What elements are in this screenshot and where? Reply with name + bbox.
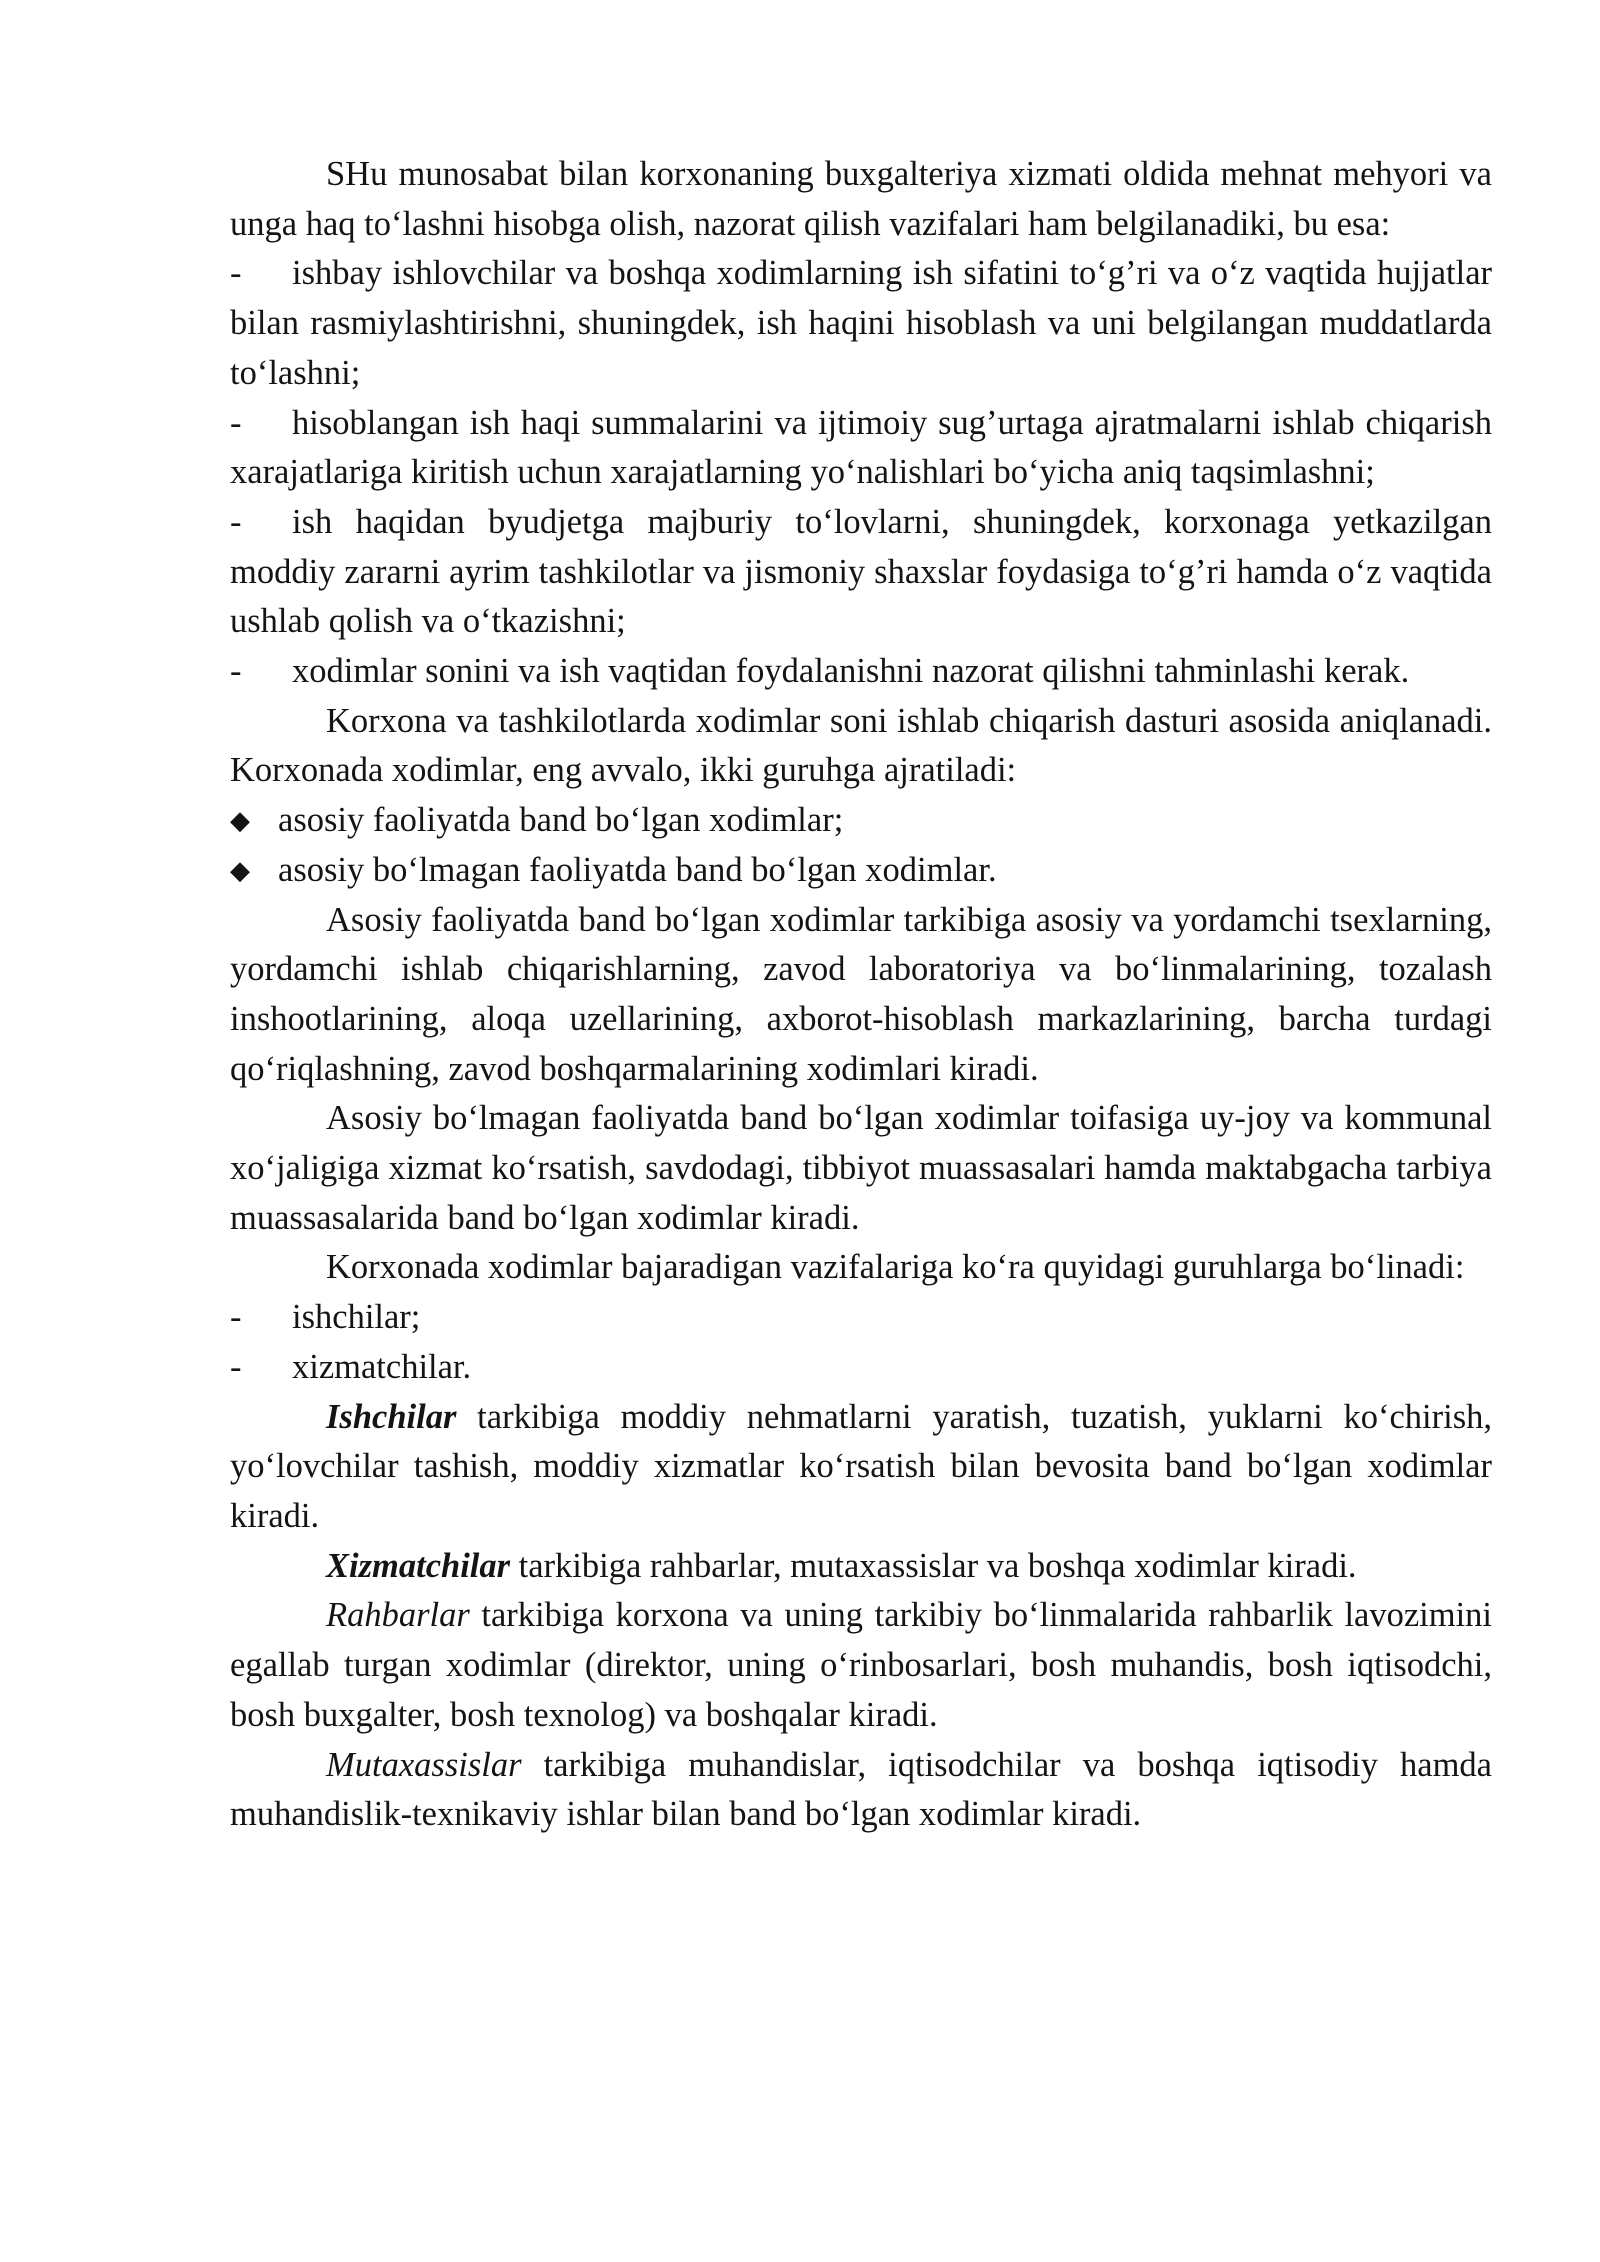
term-bold-italic: Ishchilar xyxy=(326,1397,457,1436)
paragraph-groups xyxy=(230,1243,1492,1293)
dash-marker: - xyxy=(230,403,242,442)
paragraph-specialists xyxy=(230,1741,1492,1840)
paragraph-employees xyxy=(230,1542,1492,1592)
dash-list-item xyxy=(230,1343,1492,1393)
paragraph-text: SHu munosabat bilan korxonaning buxgalteriya xizmati oldida mehnat mehyori va unga haq to‘lashni hisobga olish, nazorat qilish vazifalari ham belgilanadiki, bu esa: xyxy=(230,155,1492,243)
dash-marker: - xyxy=(230,1347,242,1386)
list-item-text: xodimlar sonini va ish vaqtidan foydalanishni nazorat qilishni tahminlashi kerak. xyxy=(292,652,1410,691)
list-item-text: xizmatchilar. xyxy=(292,1347,472,1386)
bullet-list-item xyxy=(230,796,1492,846)
diamond-bullet-icon: ◆ xyxy=(230,855,250,885)
paragraph-text: Asosiy bo‘lmagan faoliyatda band bo‘lgan xodimlar toifasiga uy-joy va kommunal xo‘jaligiga xizmat ko‘rsatish, savdodagi, tibbiyot muassasalari hamda maktabgacha tarbiya muassasalarida band bo‘lgan xodimlar kiradi. xyxy=(230,1099,1492,1237)
term-bold-italic: Xizmatchilar xyxy=(326,1546,511,1585)
dash-list-item xyxy=(230,498,1492,647)
list-item-text: ishchilar; xyxy=(292,1298,421,1337)
bullet-list-item xyxy=(230,846,1492,896)
dash-marker: - xyxy=(230,254,242,293)
paragraph-text: Korxona va tashkilotlarda xodimlar soni ishlab chiqarish dasturi asosida aniqlanadi. Korxonada xodimlar, eng avvalo, ikki guruhga ajratiladi: xyxy=(230,701,1492,790)
paragraph-text: tarkibiga muhandislar, iqtisodchilar va boshqa iqtisodiy hamda muhandislik-texnikaviy ishlar bilan band bo‘lgan xodimlar kiradi. xyxy=(230,1745,1492,1834)
list-item-text: ishbay ishlovchilar va boshqa xodimlarning ish sifatini to‘g’ri va o‘z vaqtida hujjatlar bilan rasmiylashtirishni, shuningdek, ish haqini hisoblash va uni belgilangan muddatlarda to‘lashni; xyxy=(230,254,1492,392)
term-italic: Mutaxassislar xyxy=(326,1745,522,1784)
dash-list-item xyxy=(230,647,1492,697)
list-item-text: hisoblangan ish haqi summalarini va ijtimoiy sug’urtaga ajratmalarni ishlab chiqarish xarajatlariga kiritish uchun xarajatlarning yo‘nalishlari bo‘yicha aniq taqsimlashni; xyxy=(230,403,1492,492)
paragraph-text: Asosiy faoliyatda band bo‘lgan xodimlar tarkibiga asosiy va yordamchi tsexlarning, yordamchi ishlab chiqarishlarning, zavod laboratoriya va bo‘linmalarining, tozalash inshootlarining, aloqa uzellarining, axborot-hisoblash markazlarining, barcha turdagi qo‘riqlashning, zavod boshqarmalarining xodimlari kiradi. xyxy=(230,900,1492,1088)
paragraph-workforce xyxy=(230,697,1492,796)
paragraph-managers xyxy=(230,1591,1492,1740)
diamond-bullet-icon: ◆ xyxy=(230,806,250,836)
paragraph-workers xyxy=(230,1393,1492,1542)
dash-marker: - xyxy=(230,1298,242,1337)
list-item-text: asosiy faoliyatda band bo‘lgan xodimlar; xyxy=(278,801,844,840)
dash-list-item xyxy=(230,399,1492,498)
paragraph-intro xyxy=(230,150,1492,249)
dash-list-item xyxy=(230,249,1492,398)
list-item-text: asosiy bo‘lmagan faoliyatda band bo‘lgan xodimlar. xyxy=(278,850,997,889)
paragraph-text: tarkibiga rahbarlar, mutaxassislar va boshqa xodimlar kiradi. xyxy=(510,1546,1357,1585)
term-italic: Rahbarlar xyxy=(326,1596,470,1635)
paragraph-core-staff xyxy=(230,896,1492,1095)
paragraph-text: tarkibiga moddiy nehmatlarni yaratish, tuzatish, yuklarni ko‘chirish, yo‘lovchilar tashish, moddiy xizmatlar ko‘rsatish bilan bevosita band bo‘lgan xodimlar kiradi. xyxy=(230,1397,1492,1535)
list-item-text: ish haqidan byudjetga majburiy to‘lovlarni, shuningdek, korxonaga yetkazilgan moddiy zararni ayrim tashkilotlar va jismoniy shaxslar foydasiga to‘g’ri hamda o‘z vaqtida ushlab qolish va o‘tkazishni; xyxy=(230,502,1492,641)
document-body xyxy=(230,150,1492,1840)
paragraph-text: tarkibiga korxona va uning tarkibiy bo‘linmalarida rahbarlik lavozimini egallab turgan xodimlar (direktor, uning o‘rinbosarlari, bosh muhandis, bosh iqtisodchi, bosh buxgalter, bosh texnolog) va boshqalar kiradi. xyxy=(230,1596,1492,1734)
paragraph-noncore-staff xyxy=(230,1094,1492,1243)
dash-marker: - xyxy=(230,502,242,541)
dash-marker: - xyxy=(230,652,242,691)
dash-list-item xyxy=(230,1293,1492,1343)
paragraph-text: Korxonada xodimlar bajaradigan vazifalariga ko‘ra quyidagi guruhlarga bo‘linadi: xyxy=(326,1248,1465,1287)
